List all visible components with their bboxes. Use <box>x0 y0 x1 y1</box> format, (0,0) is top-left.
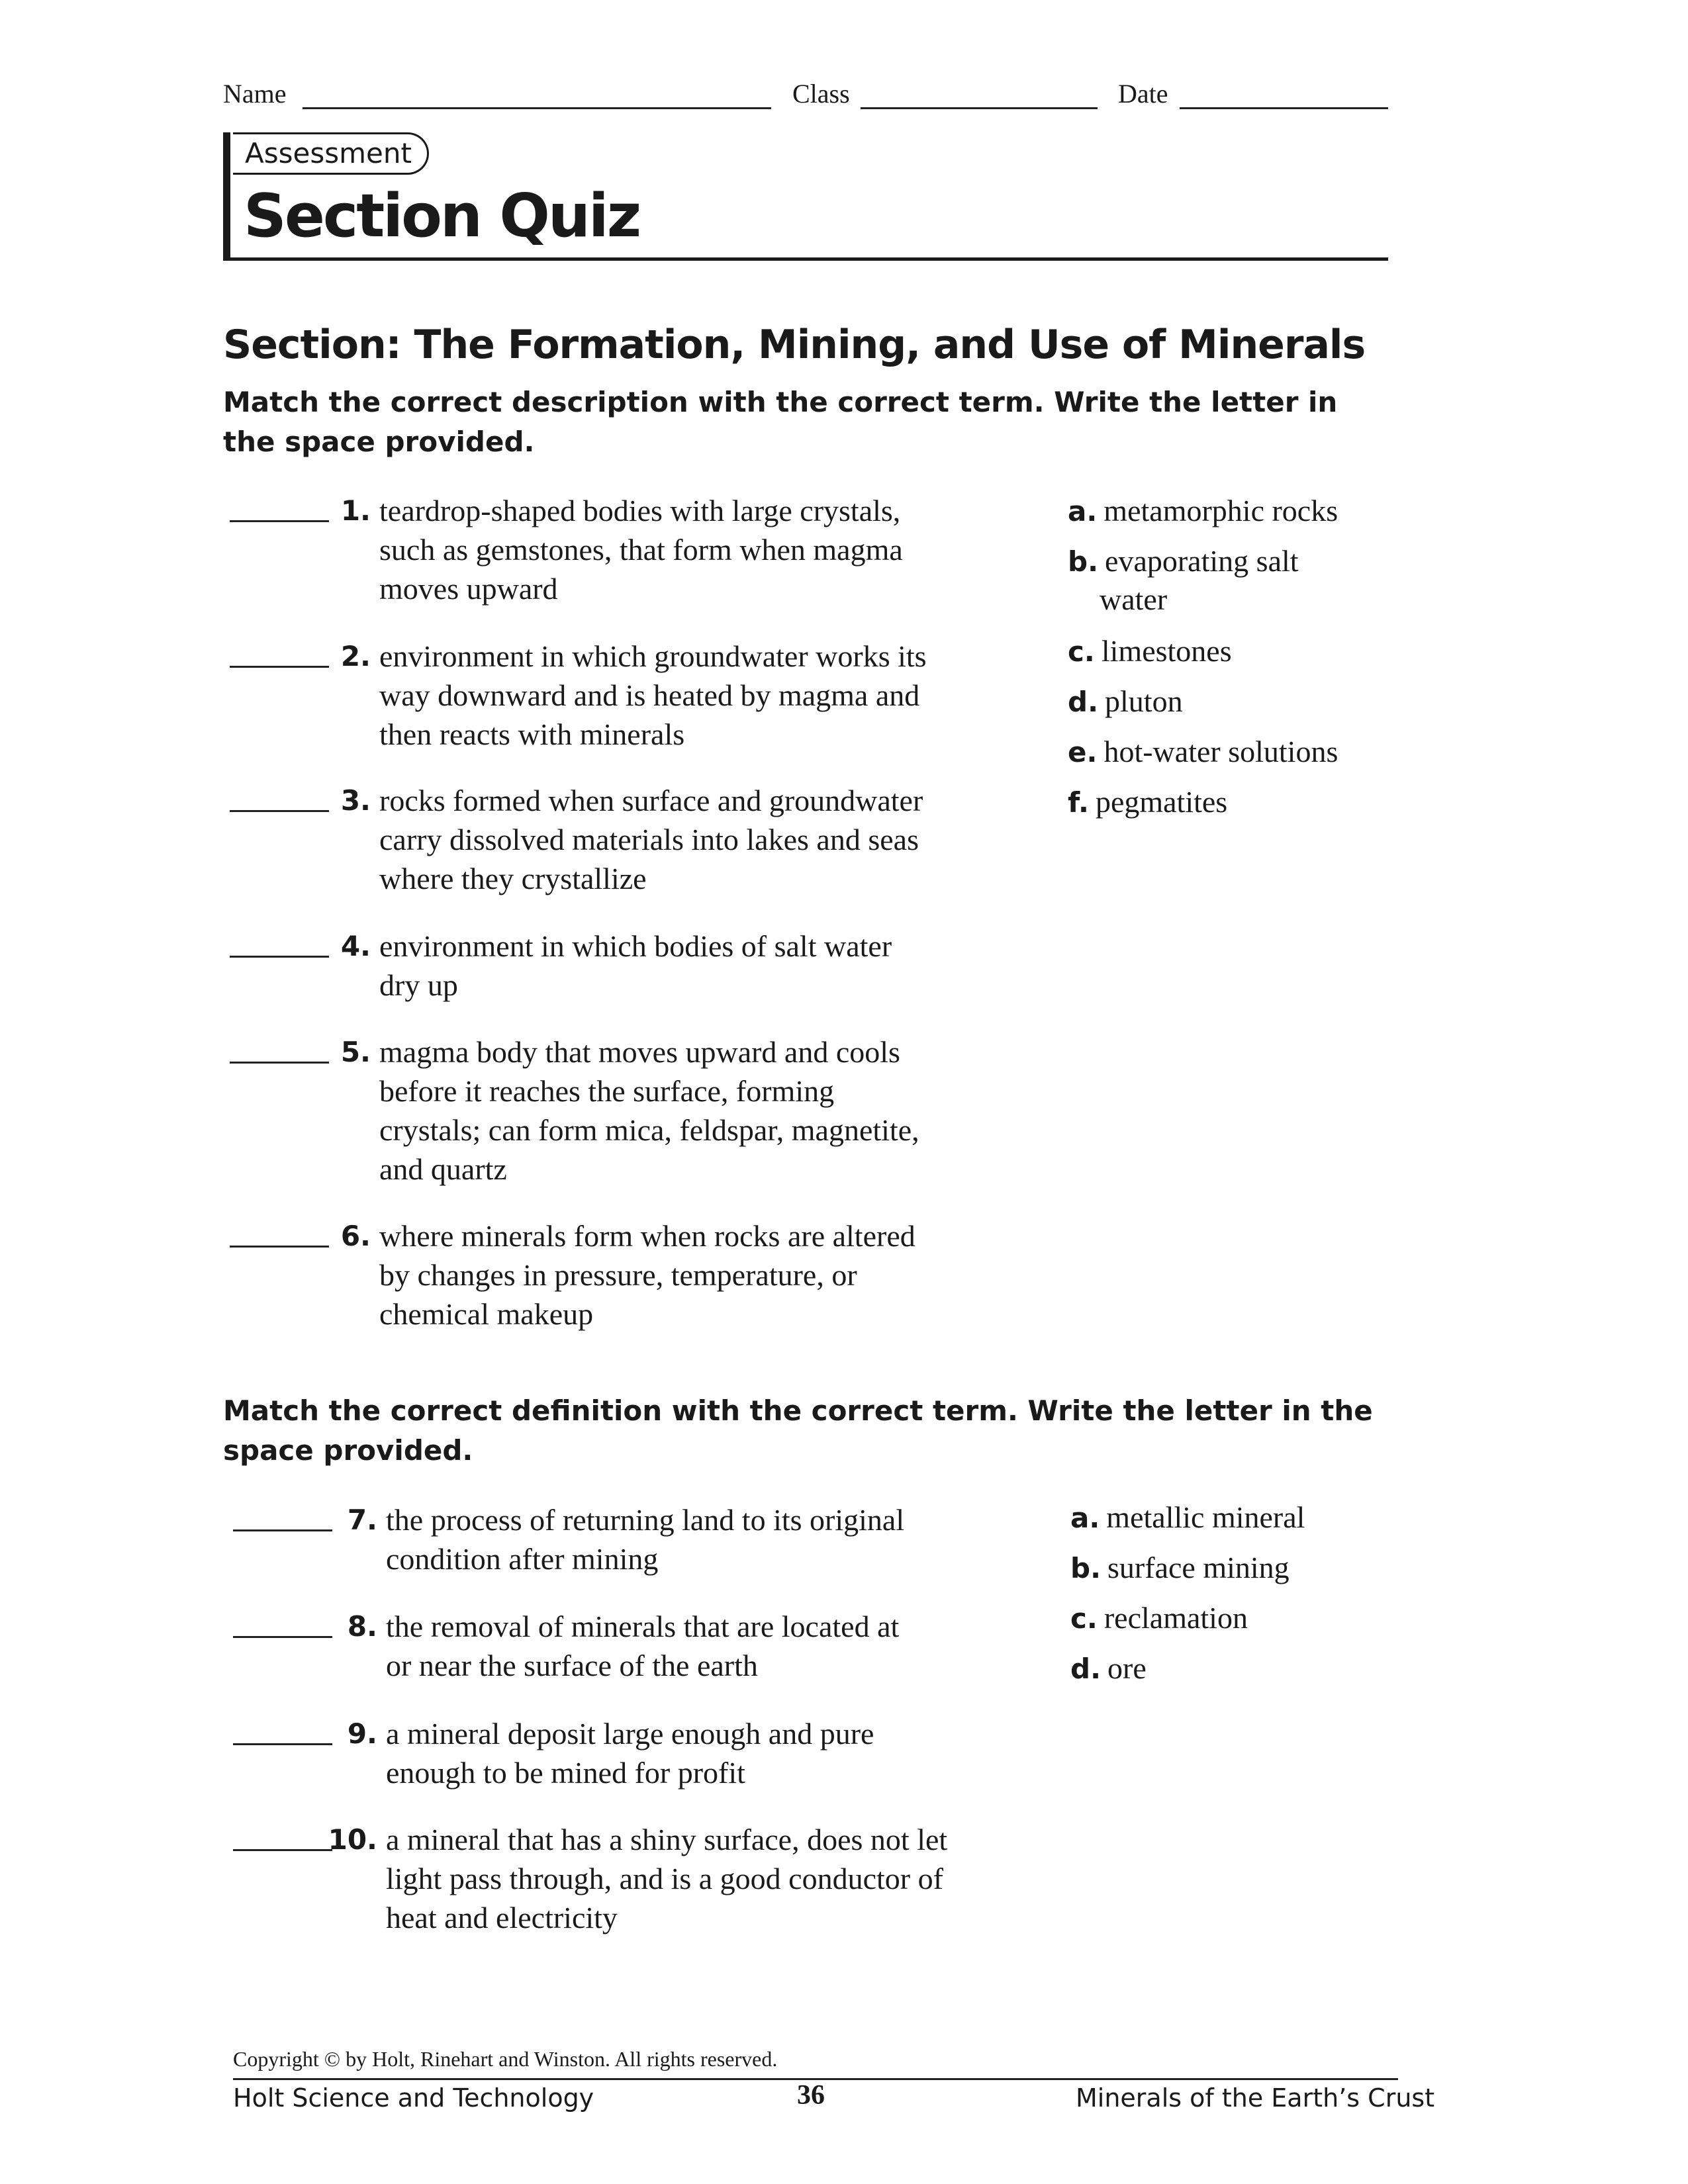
option-letter: a. <box>1068 495 1098 527</box>
option-letter: f. <box>1068 786 1089 819</box>
question-text-line: enough to be mined for profit <box>386 1756 745 1790</box>
question-number: 8. <box>347 1610 377 1643</box>
option-letter: b. <box>1068 545 1099 578</box>
question-text-line: rocks formed when surface and groundwater <box>379 784 923 817</box>
question-item <box>233 1500 1094 1585</box>
question-text-line: magma body that moves upward and cools <box>379 1035 900 1069</box>
answer-options-part1 <box>1068 491 1399 835</box>
question-item <box>230 1216 1090 1340</box>
option-letter: a. <box>1070 1502 1100 1534</box>
option-text: pluton <box>1105 684 1183 718</box>
question-text-line: dry up <box>379 968 458 1002</box>
question-number: 2. <box>340 640 371 672</box>
question-text-line: environment in which bodies of salt water <box>379 929 892 963</box>
answer-option <box>1068 541 1299 581</box>
question-text-line: chemical makeup <box>379 1297 594 1331</box>
answer-option <box>1068 782 1227 822</box>
answer-option <box>1070 1498 1305 1537</box>
question-text-line: the process of returning land to its original <box>386 1503 905 1537</box>
question-text-line: a mineral deposit large enough and pure <box>386 1717 874 1751</box>
question-text-line: and quartz <box>379 1152 507 1186</box>
answer-option <box>1070 1598 1248 1638</box>
option-letter: c. <box>1070 1602 1098 1635</box>
question-number: 7. <box>347 1504 377 1536</box>
question-number: 4. <box>340 930 371 962</box>
question-text-line: moves upward <box>379 572 558 606</box>
question-text-line: then reacts with minerals <box>379 717 685 751</box>
section-heading: Section: The Formation, Mining, and Use of Minerals <box>223 322 1366 368</box>
question-number: 3. <box>340 784 371 817</box>
option-letter: c. <box>1068 635 1095 668</box>
name-label: Name <box>223 79 287 109</box>
question-text-line: a mineral that has a shiny surface, does not let <box>386 1823 948 1856</box>
date-label: Date <box>1118 79 1168 109</box>
question-number: 9. <box>347 1717 377 1750</box>
question-text-line: where minerals form when rocks are altered <box>379 1219 915 1253</box>
student-info-row <box>223 78 1388 118</box>
option-text: reclamation <box>1103 1601 1248 1635</box>
answer-options-part2 <box>1070 1498 1401 1709</box>
question-text-line: way downward and is heated by magma and <box>379 678 920 712</box>
footer-book-title: Holt Science and Technology <box>233 2083 594 2113</box>
answer-option <box>1070 1548 1289 1588</box>
title-rule <box>223 257 1388 261</box>
question-text-line: where they crystallize <box>379 862 647 895</box>
option-text: pegmatites <box>1095 785 1228 819</box>
class-label: Class <box>792 79 850 109</box>
answer-option <box>1070 1649 1147 1688</box>
question-text-line: crystals; can form mica, feldspar, magnetite, <box>379 1113 919 1147</box>
question-item <box>233 1714 1094 1799</box>
page-number: 36 <box>797 2080 825 2111</box>
question-number: 6. <box>340 1220 371 1252</box>
question-text-line: heat and electricity <box>386 1901 618 1934</box>
option-text: metamorphic rocks <box>1103 494 1338 527</box>
option-text: ore <box>1107 1651 1147 1685</box>
answer-option <box>1068 580 1167 619</box>
copyright: Copyright © by Holt, Rinehart and Winston. All rights reserved. <box>233 2047 778 2071</box>
instructions-part2: Match the correct definition with the correct term. Write the letter in the space provided. <box>223 1394 1373 1467</box>
question-text-line: light pass through, and is a good conductor of <box>386 1862 943 1895</box>
date-field[interactable] <box>1180 107 1388 109</box>
question-item <box>230 637 1090 760</box>
question-item <box>230 1032 1090 1195</box>
option-text: water <box>1100 582 1168 616</box>
question-text-line: before it reaches the surface, forming <box>379 1074 835 1108</box>
question-number: 5. <box>340 1036 371 1068</box>
assessment-tab: Assessment <box>233 132 429 175</box>
name-field[interactable] <box>303 107 771 109</box>
title-bar-accent <box>223 132 230 260</box>
answer-option <box>1068 682 1183 721</box>
option-letter: b. <box>1070 1552 1102 1584</box>
class-field[interactable] <box>861 107 1098 109</box>
question-item <box>233 1820 1094 1944</box>
option-letter: d. <box>1070 1653 1102 1685</box>
question-text-line: environment in which groundwater works its <box>379 639 927 673</box>
answer-option <box>1068 631 1232 671</box>
option-letter: e. <box>1068 736 1098 768</box>
question-item <box>230 781 1090 905</box>
question-text-line: teardrop-shaped bodies with large crystals, <box>379 494 901 527</box>
option-text: limestones <box>1101 634 1232 668</box>
question-text-line: such as gemstones, that form when magma <box>379 533 903 567</box>
question-item <box>233 1607 1094 1692</box>
question-text-line: by changes in pressure, temperature, or <box>379 1258 857 1292</box>
option-text: evaporating salt <box>1105 544 1299 578</box>
question-item <box>230 491 1090 615</box>
question-text-line: or near the surface of the earth <box>386 1649 758 1682</box>
question-item <box>230 927 1090 1011</box>
option-text: surface mining <box>1107 1551 1289 1584</box>
answer-option <box>1068 732 1338 772</box>
page-title: Section Quiz <box>244 181 640 251</box>
question-number: 1. <box>340 494 371 527</box>
option-text: metallic mineral <box>1106 1500 1305 1534</box>
answer-option <box>1068 491 1338 531</box>
question-text-line: carry dissolved materials into lakes and seas <box>379 823 919 856</box>
instructions-part1: Match the correct description with the correct term. Write the letter in the space provided. <box>223 386 1338 458</box>
option-letter: d. <box>1068 686 1099 718</box>
question-text-line: the removal of minerals that are located at <box>386 1610 900 1643</box>
option-text: hot-water solutions <box>1103 735 1338 768</box>
footer-chapter-title: Minerals of the Earth’s Crust <box>1076 2083 1435 2113</box>
question-number: 10. <box>328 1823 377 1856</box>
question-text-line: condition after mining <box>386 1542 659 1576</box>
